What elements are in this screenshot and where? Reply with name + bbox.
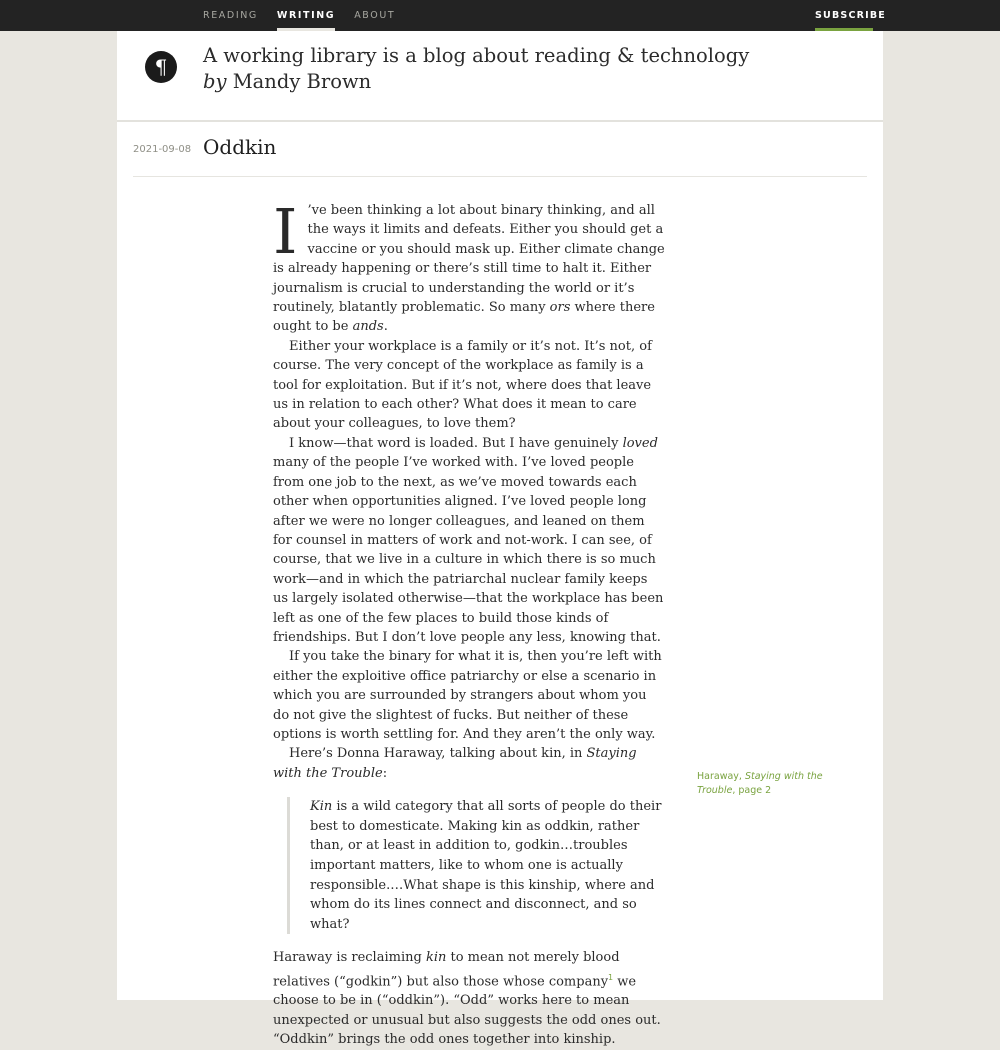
article-body [273, 195, 665, 1050]
text: to mean not merely blood relatives (“godkin”) but also those whose company [273, 950, 620, 990]
paragraph [273, 195, 665, 337]
subscribe-link[interactable]: SUBSCRIBE [815, 0, 873, 31]
text: ’ve been thinking a lot about binary thinking, and all the ways it limits and defeats. Either you should get a vaccine or you should mask up. Either climate change is already happening or there’s still time to halt it. Either journalism is crucial to understanding the world or it’s routinely, blatantly problematic. So many [273, 203, 665, 316]
text: Haraway is reclaiming [273, 950, 426, 966]
paragraph: If you take the binary for what it is, then you’re left with either the exploitive office patriarchy or else a scenario in which you are surrounded by strangers about whom you do not give the slightest of fucks. But neither of these options is worth settling for. And they aren’t the only way. [273, 649, 662, 742]
sidenote-author: Haraway, [697, 771, 745, 782]
nav-about[interactable]: ABOUT [354, 10, 396, 21]
pilcrow-logo-icon[interactable]: ¶ [145, 51, 177, 83]
post-title[interactable]: Oddkin [203, 135, 277, 159]
emphasis: Kin [310, 799, 333, 815]
sidenote-book: Staying with the Trouble [697, 771, 823, 796]
post-date: 2021-09-08 [133, 144, 192, 155]
emphasis: ors [549, 300, 571, 316]
paragraph [273, 434, 665, 647]
blockquote [287, 797, 665, 934]
nav-writing[interactable]: WRITING [277, 0, 335, 31]
after-quote [273, 948, 665, 1049]
sidenote-page: , page 2 [732, 785, 772, 796]
author-name[interactable]: Mandy Brown [232, 70, 372, 93]
drop-cap: I [273, 195, 298, 268]
book-title: Staying with the Trouble [273, 746, 637, 781]
masthead [117, 31, 883, 122]
text: Here’s Donna Haraway, talking about kin, in [289, 746, 587, 762]
paragraph [273, 948, 665, 1049]
text: we choose to be in (“oddkin”). “Odd” works here to mean unexpected or unusual but also suggests the odd ones out. “Oddkin” brings the odd ones together into kinship. [273, 974, 661, 1048]
primary-nav [203, 0, 414, 31]
text: many of the people I’ve worked with. I’ve loved people from one job to the next, as we’ve moved towards each other when opportunities aligned. I’ve loved people long after we were no longer colleagues, and leaned on them for counsel in matters of work and not-work. I can see, of course, that we live in a culture in which there is so much work—and in which the patriarchal nuclear family keeps us largely isolated otherwise—that the workplace has been left as one of the few places to build those kinds of friendships. But I don’t love people any less, knowing that. [273, 455, 664, 645]
tagline-text: A working library is a blog about reading & technology [203, 44, 750, 67]
footnote-marker[interactable]: 1 [608, 972, 614, 982]
quote-text: is a wild category that all sorts of people do their best to domesticate. Making kin as oddkin, rather than, or at least in addition to, godkin…troubles important matters, like to whom one is actually responsible.…What shape is this kinship, where and whom do its lines connect and disconnect, and so what? [310, 799, 662, 932]
paragraph: Either your workplace is a family or it’s not. It’s not, of course. The very concept of the workplace as family is a tool for exploitation. But if it’s not, where does that leave us in relation to each other? What does it mean to care about your colleagues, to love them? [273, 338, 652, 432]
emphasis: ands [352, 319, 384, 335]
text: : [382, 765, 388, 781]
emphasis: loved [622, 435, 658, 451]
paragraph [273, 744, 665, 783]
divider [133, 176, 867, 177]
top-navigation-bar [0, 0, 1000, 31]
text: I know—that word is loaded. But I have genuinely [289, 435, 623, 451]
page-sheet [117, 31, 883, 1048]
emphasis: kin [425, 950, 447, 966]
site-tagline [203, 43, 763, 95]
nav-reading[interactable]: READING [203, 10, 258, 21]
tagline-by: by [203, 70, 227, 93]
text: . [383, 319, 388, 335]
text: where there ought to be [273, 300, 655, 335]
citation-sidenote[interactable] [697, 770, 837, 798]
